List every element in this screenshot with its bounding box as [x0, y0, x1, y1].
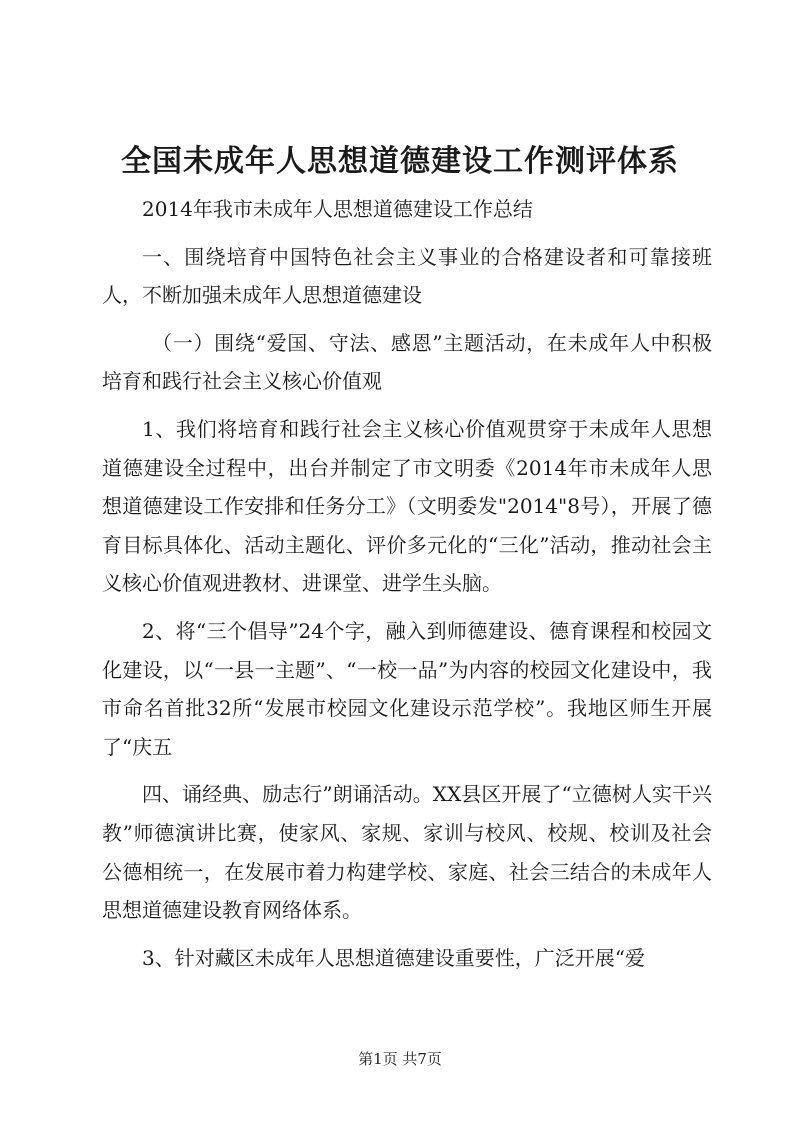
paragraph-section-1: 一、围绕培育中国特色社会主义事业的合格建设者和可靠接班人，不断加强未成年人思想道德建设	[102, 244, 712, 308]
page-number-footer: 第1页 共7页	[358, 1050, 442, 1068]
paragraph-subtitle: 2014年我市未成年人思想道德建设工作总结	[142, 197, 533, 221]
paragraph-subsection-1: （一）围绕“爱国、守法、感恩”主题活动，在未成年人中积极培育和践行社会主义核心价值观	[102, 330, 712, 394]
paragraph-item-3: 3、针对藏区未成年人思想道德建设重要性，广泛开展“爱	[142, 945, 645, 970]
paragraph-item-1: 1、我们将培育和践行社会主义核心价值观贯穿于未成年人思想道德建设全过程中，出台并制定了市文明委《2014年市未成年人思想道德建设工作安排和任务分工》（文明委发"2014"8号），开展了德育目标具体化、活动主题化、评价多元化的“三化”活动，推动社会主义核心价值观进教材、进课堂、进学生头脑。	[102, 416, 712, 596]
document-title: 全国未成年人思想道德建设工作测评体系	[121, 144, 679, 179]
paragraph-item-2: 2、将“三个倡导”24个字，融入到师德建设、德育课程和校园文化建设，以“一县一主题”、“一校一品”为内容的校园文化建设中，我市命名首批32所“发展市校园文化建设示范学校”。我地区师生开展了“庆五	[102, 618, 712, 759]
document-body	[102, 190, 712, 986]
paragraph-item-2-continued: 四、诵经典、励志行”朗诵活动。XX县区开展了“立德树人实干兴教”师德演讲比赛，使家风、家规、家训与校风、校规、校训及社会公德相统一，在发展市着力构建学校、家庭、社会三结合的未成年人思想道德建设教育网络体系。	[102, 782, 712, 923]
